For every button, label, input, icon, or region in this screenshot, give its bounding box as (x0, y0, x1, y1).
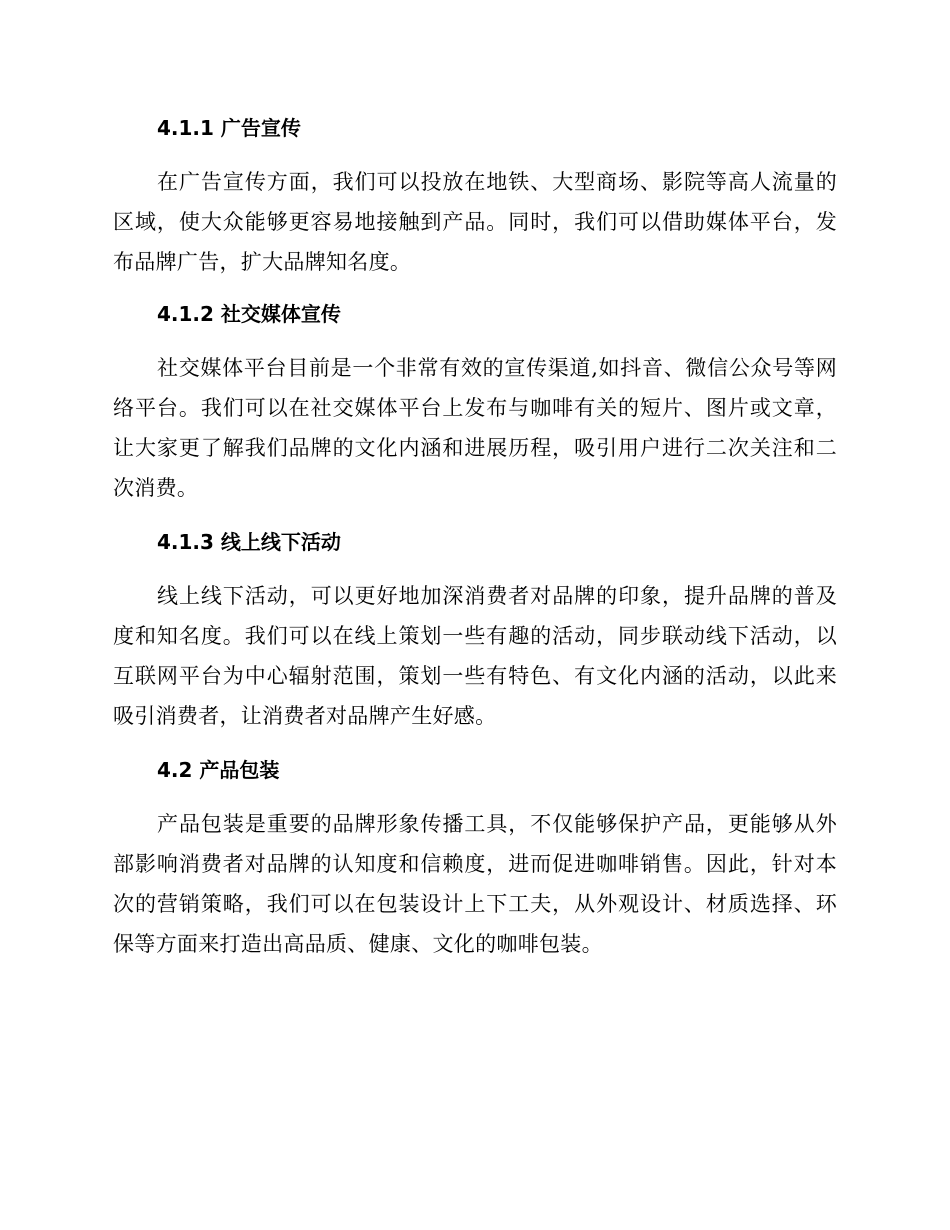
section-paragraph-4-1-1: 在广告宣传方面，我们可以投放在地铁、大型商场、影院等高人流量的区域，使大众能够更容易地接触到产品。同时，我们可以借助媒体平台，发布品牌广告，扩大品牌知名度。 (113, 170, 837, 274)
section-paragraph-4-2: 产品包装是重要的品牌形象传播工具，不仅能够保护产品，更能够从外部影响消费者对品牌的认知度和信赖度，进而促进咖啡销售。因此，针对本次的营销策略，我们可以在包装设计上下工夫，从外观设计、材质选择、环保等方面来打造出高品质、健康、文化的咖啡包装。 (113, 812, 837, 956)
section-heading-4-2: 4.2 产品包装 (157, 758, 280, 782)
section-heading-4-1-3: 4.1.3 线上线下活动 (157, 530, 341, 554)
section-heading-4-1-2: 4.1.2 社交媒体宣传 (157, 302, 341, 326)
document-body (113, 108, 837, 964)
section-paragraph-4-1-3: 线上线下活动，可以更好地加深消费者对品牌的印象，提升品牌的普及度和知名度。我们可以在线上策划一些有趣的活动，同步联动线下活动，以互联网平台为中心辐射范围，策划一些有特色、有文化内涵的活动，以此来吸引消费者，让消费者对品牌产生好感。 (113, 584, 837, 728)
section-paragraph-4-1-2: 社交媒体平台目前是一个非常有效的宣传渠道,如抖音、微信公众号等网络平台。我们可以在社交媒体平台上发布与咖啡有关的短片、图片或文章，让大家更了解我们品牌的文化内涵和进展历程，吸引用户进行二次关注和二次消费。 (113, 356, 837, 500)
section-heading-4-1-1: 4.1.1 广告宣传 (157, 116, 301, 140)
